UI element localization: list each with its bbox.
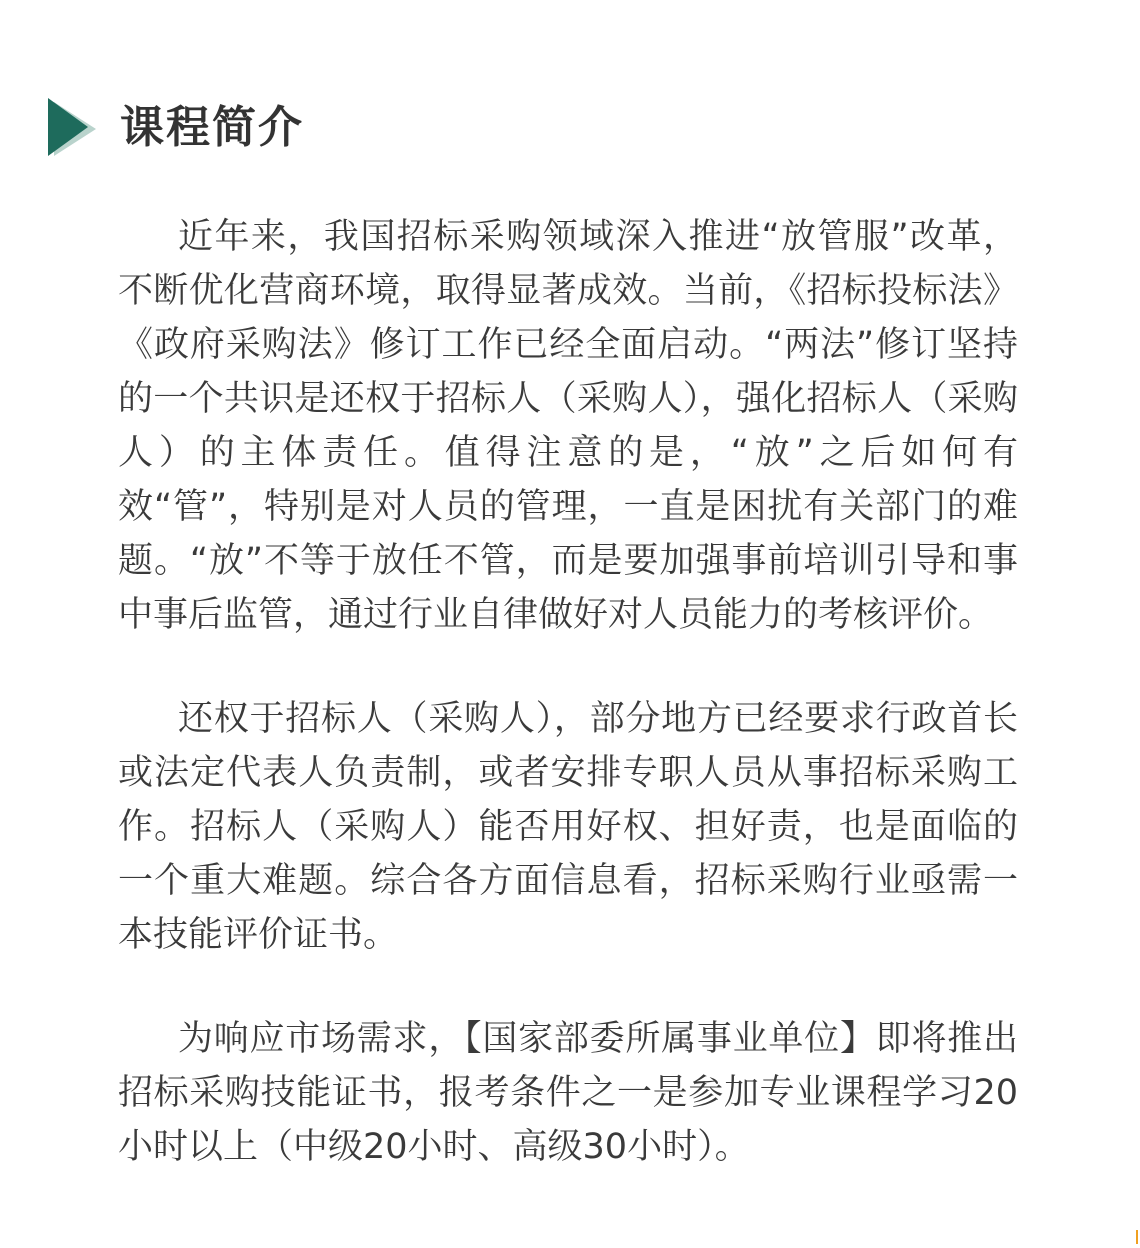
intro-paragraph-1: 近年来，我国招标采购领域深入推进“放管服”改革，不断优化营商环境，取得显著成效。当前，《招标投标法》《政府采购法》修订工作已经全面启动。“两法”修订坚持的一个共识是还权于招标人（采购人），强化招标人（采购人）的主体责任。值得注意的是，“放”之后如何有效“管”，特别是对人员的管理，一直是困扰有关部门的难题。“放”不等于放任不管，而是要加强事前培训引导和事中事后监管，通过行业自律做好对人员能力的考核评价。 [118,217,1018,635]
course-intro-body [118,210,1018,1174]
intro-paragraph-3: 为响应市场需求，【国家部委所属事业单位】即将推出招标采购技能证书，报考条件之一是参加专业课程学习20小时以上（中级20小时、高级30小时）。 [118,1019,1018,1167]
section-title: 课程简介 [120,102,304,153]
chevron-right-icon [48,98,100,158]
intro-paragraph-2: 还权于招标人（采购人），部分地方已经要求行政首长或法定代表人负责制，或者安排专职人员从事招标采购工作。招标人（采购人）能否用好权、担好责，也是面临的一个重大难题。综合各方面信息看，招标采购行业亟需一本技能评价证书。 [118,699,1018,955]
section-heading [48,98,304,158]
edge-marker [1136,1230,1138,1244]
